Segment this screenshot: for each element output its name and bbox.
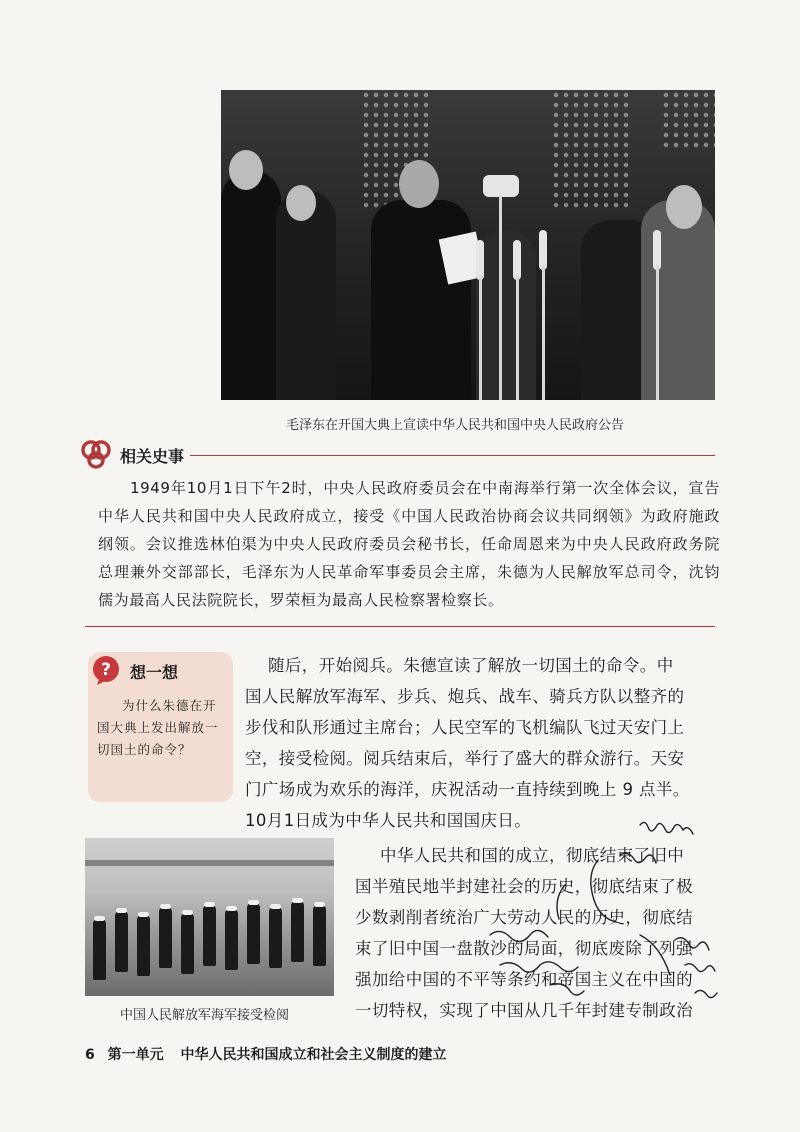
page-footer <box>85 1044 447 1064</box>
body-line: 国半殖民地半封建社会的历史，彻底结束了极 <box>355 877 693 896</box>
body-line: 一切特权，实现了中国从几千年封建专制政治 <box>355 1001 693 1020</box>
unit-title: 中华人民共和国成立和社会主义制度的建立 <box>180 1047 447 1063</box>
body-line: 步伐和队形通过主席台；人民空军的飞机编队飞过天安门上 <box>245 718 685 737</box>
question-icon <box>90 654 122 686</box>
svg-text:?: ? <box>101 660 111 680</box>
handwritten-annotations <box>480 815 725 1010</box>
knot-icon <box>80 438 112 470</box>
unit-label: 第一单元 <box>107 1047 164 1063</box>
section-top-rule <box>190 455 715 456</box>
body-line: 随后，开始阅兵。朱德宣读了解放一切国土的命令。中 <box>268 656 674 675</box>
section-title: 相关史事 <box>120 447 185 466</box>
body-line: 10月1日成为中华人民共和国国庆日。 <box>245 811 532 830</box>
think-question: 为什么朱德在开国大典上发出解放一切国土的命令？ <box>97 698 219 757</box>
top-photo <box>221 90 715 400</box>
body-line: 中华人民共和国的成立，彻底结束了旧中 <box>380 846 685 865</box>
bottom-photo-caption: 中国人民解放军海军接受检阅 <box>120 1008 290 1023</box>
body-line: 强加给中国的不平等条约和帝国主义在中国的 <box>355 970 693 989</box>
body-line: 空，接受检阅。阅兵结束后，举行了盛大的群众游行。天安 <box>245 749 685 768</box>
body-line: 束了旧中国一盘散沙的局面，彻底废除了列强 <box>355 939 693 958</box>
related-paragraph: 1949年10月1日下午2时，中央人民政府委员会在中南海举行第一次全体会议，宣告中华人民共和国中央人民政府成立，接受《中国人民政治协商会议共同纲领》为政府施政纲领。会议推选林伯渠为中央人民政府委员会秘书长，任命周恩来为中央人民政府政务院总理兼外交部部长，毛泽东为人民革命军事委员会主席，朱德为人民解放军总司令，沈钧儒为最高人民法院院长，罗荣桓为最高人民检察署检察长。 <box>98 479 720 609</box>
page-number: 6 <box>85 1047 95 1063</box>
body-line: 门广场成为欢乐的海洋，庆祝活动一直持续到晚上 9 点半。 <box>245 780 690 799</box>
section-bottom-rule <box>85 626 715 627</box>
think-title: 想一想 <box>130 663 179 682</box>
bottom-photo <box>85 838 334 996</box>
top-photo-caption: 毛泽东在开国大典上宣读中华人民共和国中央人民政府公告 <box>286 418 625 433</box>
body-line: 国人民解放军海军、步兵、炮兵、战车、骑兵方队以整齐的 <box>245 687 685 706</box>
body-line: 少数剥削者统治广大劳动人民的历史，彻底结 <box>355 908 693 927</box>
